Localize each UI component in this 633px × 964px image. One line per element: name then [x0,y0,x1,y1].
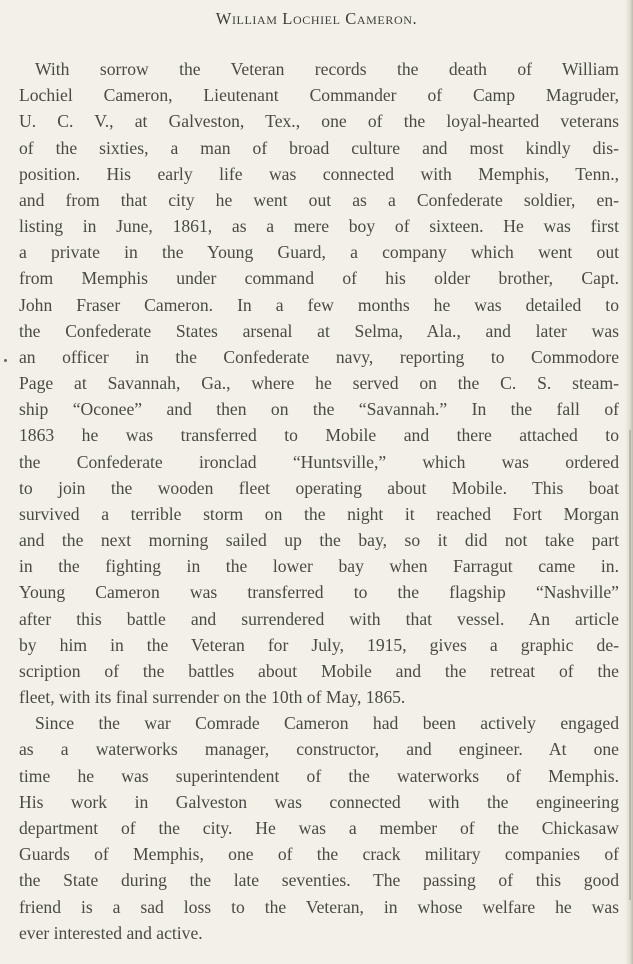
text-line: from Memphis under command of his older brother, Capt. [19,268,619,289]
margin-mark [4,359,7,362]
text-line: scription of the battles about Mobile and the retreat of the [19,660,619,681]
text-line: Since the war Comrade Cameron had been actively engaged [35,713,619,734]
text-line: and from that city he went out as a Confederate soldier, en- [19,189,619,210]
text-line: ever interested and active. [19,922,203,943]
page-edge-line [629,430,631,900]
text-line: friend is a sad loss to the Veteran, in whose welfare he was [19,896,619,917]
text-line: in the fighting in the lower bay when Farragut came in. [19,556,619,577]
text-line: fleet, with its final surrender on the 10th of May, 1865. [19,687,406,708]
text-line: His work in Galveston was connected with the engineering [19,791,619,812]
text-line: by him in the Veteran for July, 1915, gives a graphic de- [19,634,619,655]
text-line: Lochiel Cameron, Lieutenant Commander of Camp Magruder, [19,85,619,106]
text-line: the Confederate States arsenal at Selma, Ala., and later was [19,320,619,341]
text-line: a private in the Young Guard, a company which went out [19,242,619,263]
text-line: Page at Savannah, Ga., where he served on the C. S. steam- [19,373,619,394]
text-line: With sorrow the Veteran records the death of William [35,59,619,79]
article-body [19,56,619,946]
text-line: after this battle and surrendered with that vessel. An article [19,608,619,629]
text-line: U. C. V., at Galveston, Tex., one of the loyal-hearted veterans [19,111,619,132]
text-line: listing in June, 1861, as a mere boy of sixteen. He was first [19,216,619,237]
text-line: 1863 he was transferred to Mobile and there attached to [19,425,619,446]
text-line: Young Cameron was transferred to the flagship “Nashville” [19,582,619,603]
text-line: as a waterworks manager, constructor, and engineer. At one [19,739,619,760]
text-line: survived a terrible storm on the night it reached Fort Morgan [19,503,619,524]
text-line: ship “Oconee” and then on the “Savannah.” In the fall of [19,399,619,420]
text-line: the State during the late seventies. The passing of this good [19,870,619,891]
text-line: of the sixties, a man of broad culture and most kindly dis- [19,137,619,158]
text-line: an officer in the Confederate navy, reporting to Commodore [19,346,619,367]
text-line: the Confederate ironclad “Huntsville,” which was ordered [19,451,619,472]
article-heading: William Lochiel Cameron. [215,9,418,28]
text-line: Guards of Memphis, one of the crack military companies of [19,844,619,865]
text-line: to join the wooden fleet operating about Mobile. This boat [19,477,619,498]
text-line: and the next morning sailed up the bay, so it did not take part [19,530,619,551]
text-line: John Fraser Cameron. In a few months he was detailed to [19,294,619,315]
text-line: position. His early life was connected with Memphis, Tenn., [19,163,619,184]
text-line: time he was superintendent of the waterworks of Memphis. [19,765,619,786]
text-line: department of the city. He was a member of the Chickasaw [19,817,619,838]
